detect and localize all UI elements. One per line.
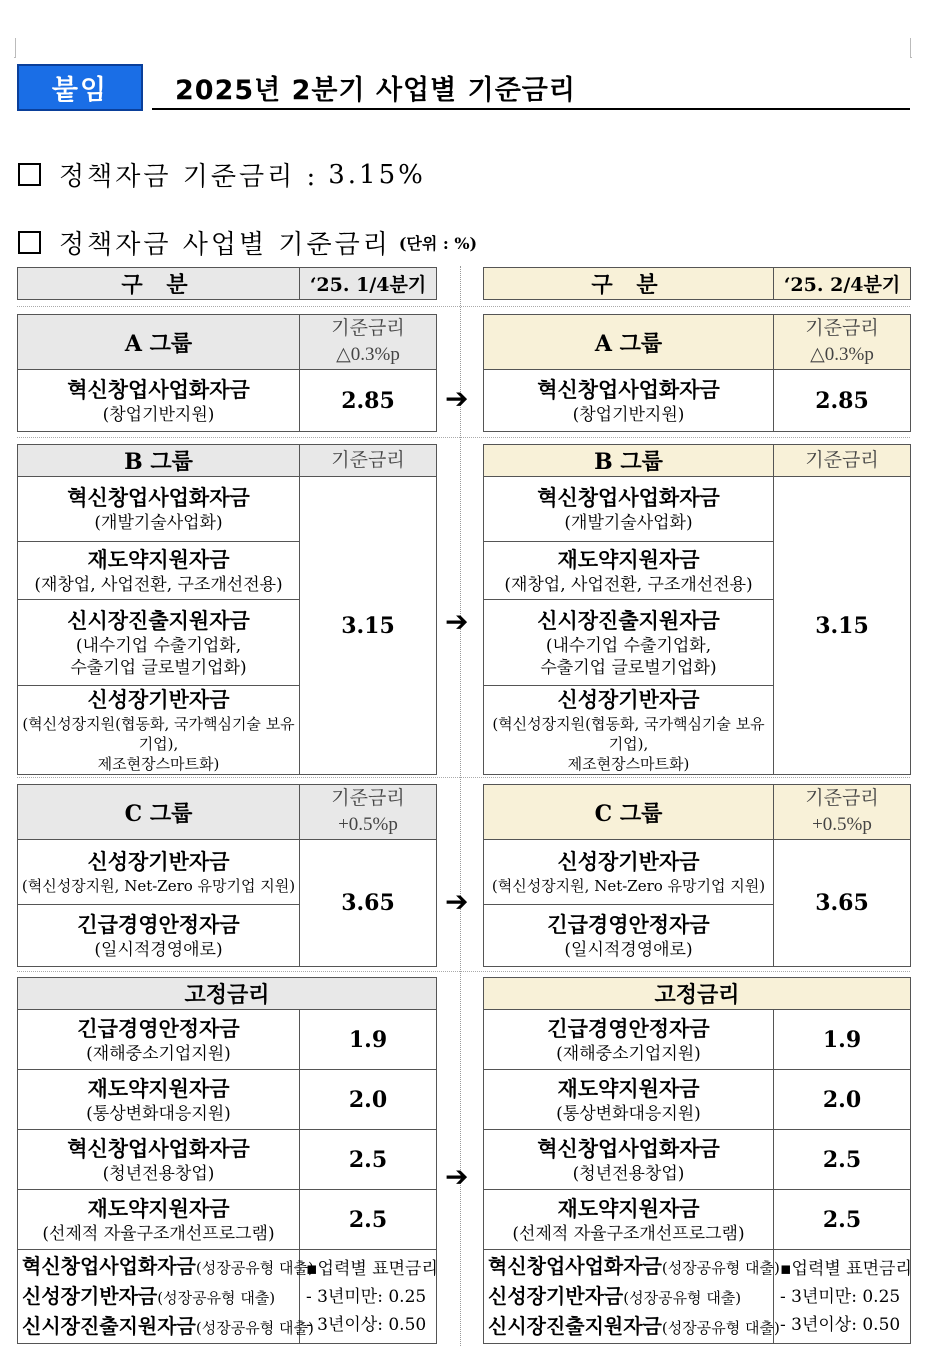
program-cell: 재도약지원자금 (통상변화대응지원) bbox=[18, 1070, 300, 1130]
header-left bbox=[17, 267, 437, 300]
group-c-right bbox=[483, 784, 911, 967]
row-divider bbox=[17, 971, 910, 972]
rate-value: 2.5 bbox=[774, 1190, 911, 1250]
program-cell: 긴급경영안정자금 (일시적경영애로) bbox=[18, 905, 300, 967]
rate-value: 3.65 bbox=[774, 840, 911, 967]
rate-value: 2.0 bbox=[774, 1070, 911, 1130]
policy-rate-value: 3.15% bbox=[328, 159, 426, 190]
group-a-right bbox=[483, 314, 911, 432]
checkbox-square bbox=[18, 231, 41, 254]
rate-value: 3.65 bbox=[300, 840, 437, 967]
rate-value: 3.15 bbox=[774, 477, 911, 775]
group-name: C 그룹 bbox=[18, 785, 300, 840]
program-cell: 신성장기반자금 (혁신성장지원(협동화, 국가핵심기술 보유기업), 제조현장스마트화) bbox=[18, 686, 300, 775]
arrow-right-icon: ➔ bbox=[445, 1160, 469, 1193]
fixed-title: 고정금리 bbox=[18, 978, 437, 1010]
program-cell: 신시장진출지원자금 (내수기업 수출기업화, 수출기업 글로벌기업화) bbox=[18, 600, 300, 686]
fixed-left bbox=[17, 977, 437, 1344]
rate-value: 2.5 bbox=[300, 1190, 437, 1250]
rate-header: 기준금리 △0.3%p bbox=[300, 315, 437, 370]
fixed-title: 고정금리 bbox=[484, 978, 911, 1010]
program-cell: 신시장진출지원자금 (내수기업 수출기업화, 수출기업 글로벌기업화) bbox=[484, 600, 774, 686]
arrow-right-icon: ➔ bbox=[445, 885, 469, 918]
rate-value: 2.0 bbox=[300, 1070, 437, 1130]
group-name: B 그룹 bbox=[18, 445, 300, 477]
row-divider bbox=[17, 777, 910, 778]
program-cell: 신성장기반자금 (혁신성장지원, Net-Zero 유망기업 지원) bbox=[18, 840, 300, 905]
checkbox-square bbox=[18, 163, 41, 186]
growth-sharing-cell: 혁신창업사업화자금(성장공유형 대출) 신성장기반자금(성장공유형 대출) 신시장진출지원자금(성장공유형 대출) bbox=[18, 1250, 300, 1344]
rate-header: 기준금리 +0.5%p bbox=[774, 785, 911, 840]
rate-value: 2.85 bbox=[774, 370, 911, 432]
corner-mark-left bbox=[14, 38, 16, 58]
row-divider bbox=[17, 306, 910, 307]
program-cell: 긴급경영안정자금 (재해중소기업지원) bbox=[484, 1010, 774, 1070]
rate-header: 기준금리 △0.3%p bbox=[774, 315, 911, 370]
growth-sharing-cell: 혁신창업사업화자금(성장공유형 대출) 신성장기반자금(성장공유형 대출) 신시장진출지원자금(성장공유형 대출) bbox=[484, 1250, 774, 1344]
group-name: C 그룹 bbox=[484, 785, 774, 840]
rate-value: 3.15 bbox=[300, 477, 437, 775]
rate-value: 2.85 bbox=[300, 370, 437, 432]
page-title: 2025년 2분기 사업별 기준금리 bbox=[175, 75, 576, 106]
program-cell: 재도약지원자금 (선제적 자율구조개선프로그램) bbox=[18, 1190, 300, 1250]
attachment-badge: 붙임 bbox=[17, 64, 143, 111]
group-name: A 그룹 bbox=[18, 315, 300, 370]
corner-mark-right bbox=[910, 38, 912, 58]
header-period: ‘25. 1/4분기 bbox=[300, 268, 437, 300]
header-period: ‘25. 2/4분기 bbox=[774, 268, 911, 300]
tier-rates-cell: ▪업력별 표면금리 - 3년미만: 0.25 - 3년이상: 0.50 bbox=[300, 1250, 437, 1344]
program-cell: 혁신창업사업화자금 (창업기반지원) bbox=[484, 370, 774, 432]
section-label: 정책자금 사업별 기준금리 bbox=[59, 230, 391, 260]
section-by-program bbox=[18, 224, 477, 261]
rate-value: 2.5 bbox=[300, 1130, 437, 1190]
section-policy-rate bbox=[18, 156, 426, 193]
rate-value: 1.9 bbox=[774, 1010, 911, 1070]
program-cell: 재도약지원자금 (통상변화대응지원) bbox=[484, 1070, 774, 1130]
program-cell: 신성장기반자금 (혁신성장지원(협동화, 국가핵심기술 보유기업), 제조현장스마트화) bbox=[484, 686, 774, 775]
program-cell: 혁신창업사업화자금 (창업기반지원) bbox=[18, 370, 300, 432]
rate-value: 2.5 bbox=[774, 1130, 911, 1190]
program-cell: 혁신창업사업화자금 (개발기술사업화) bbox=[18, 477, 300, 542]
program-cell: 재도약지원자금 (재창업, 사업전환, 구조개선전용) bbox=[18, 542, 300, 600]
group-c-left bbox=[17, 784, 437, 967]
group-b-left bbox=[17, 444, 437, 775]
section-label: 정책자금 기준금리 : bbox=[59, 162, 319, 192]
group-name: A 그룹 bbox=[484, 315, 774, 370]
program-cell: 혁신창업사업화자금 (개발기술사업화) bbox=[484, 477, 774, 542]
program-cell: 혁신창업사업화자금 (청년전용창업) bbox=[18, 1130, 300, 1190]
group-b-right bbox=[483, 444, 911, 775]
group-a-left bbox=[17, 314, 437, 432]
program-cell: 재도약지원자금 (재창업, 사업전환, 구조개선전용) bbox=[484, 542, 774, 600]
rate-header: 기준금리 +0.5%p bbox=[300, 785, 437, 840]
header-right bbox=[483, 267, 911, 300]
title-underline bbox=[152, 108, 910, 110]
tier-rates-cell: ▪업력별 표면금리 - 3년미만: 0.25 - 3년이상: 0.50 bbox=[774, 1250, 911, 1344]
rate-header: 기준금리 bbox=[774, 445, 911, 477]
program-cell: 재도약지원자금 (선제적 자율구조개선프로그램) bbox=[484, 1190, 774, 1250]
unit-note: (단위 : %) bbox=[398, 234, 478, 253]
fixed-right bbox=[483, 977, 911, 1344]
program-cell: 긴급경영안정자금 (재해중소기업지원) bbox=[18, 1010, 300, 1070]
group-name: B 그룹 bbox=[484, 445, 774, 477]
program-cell: 신성장기반자금 (혁신성장지원, Net-Zero 유망기업 지원) bbox=[484, 840, 774, 905]
rate-value: 1.9 bbox=[300, 1010, 437, 1070]
header-category: 구 분 bbox=[484, 268, 774, 300]
program-cell: 긴급경영안정자금 (일시적경영애로) bbox=[484, 905, 774, 967]
rate-header: 기준금리 bbox=[300, 445, 437, 477]
header-category: 구 분 bbox=[18, 268, 300, 300]
program-cell: 혁신창업사업화자금 (청년전용창업) bbox=[484, 1130, 774, 1190]
arrow-right-icon: ➔ bbox=[445, 605, 469, 638]
row-divider bbox=[17, 437, 910, 438]
arrow-right-icon: ➔ bbox=[445, 382, 469, 415]
